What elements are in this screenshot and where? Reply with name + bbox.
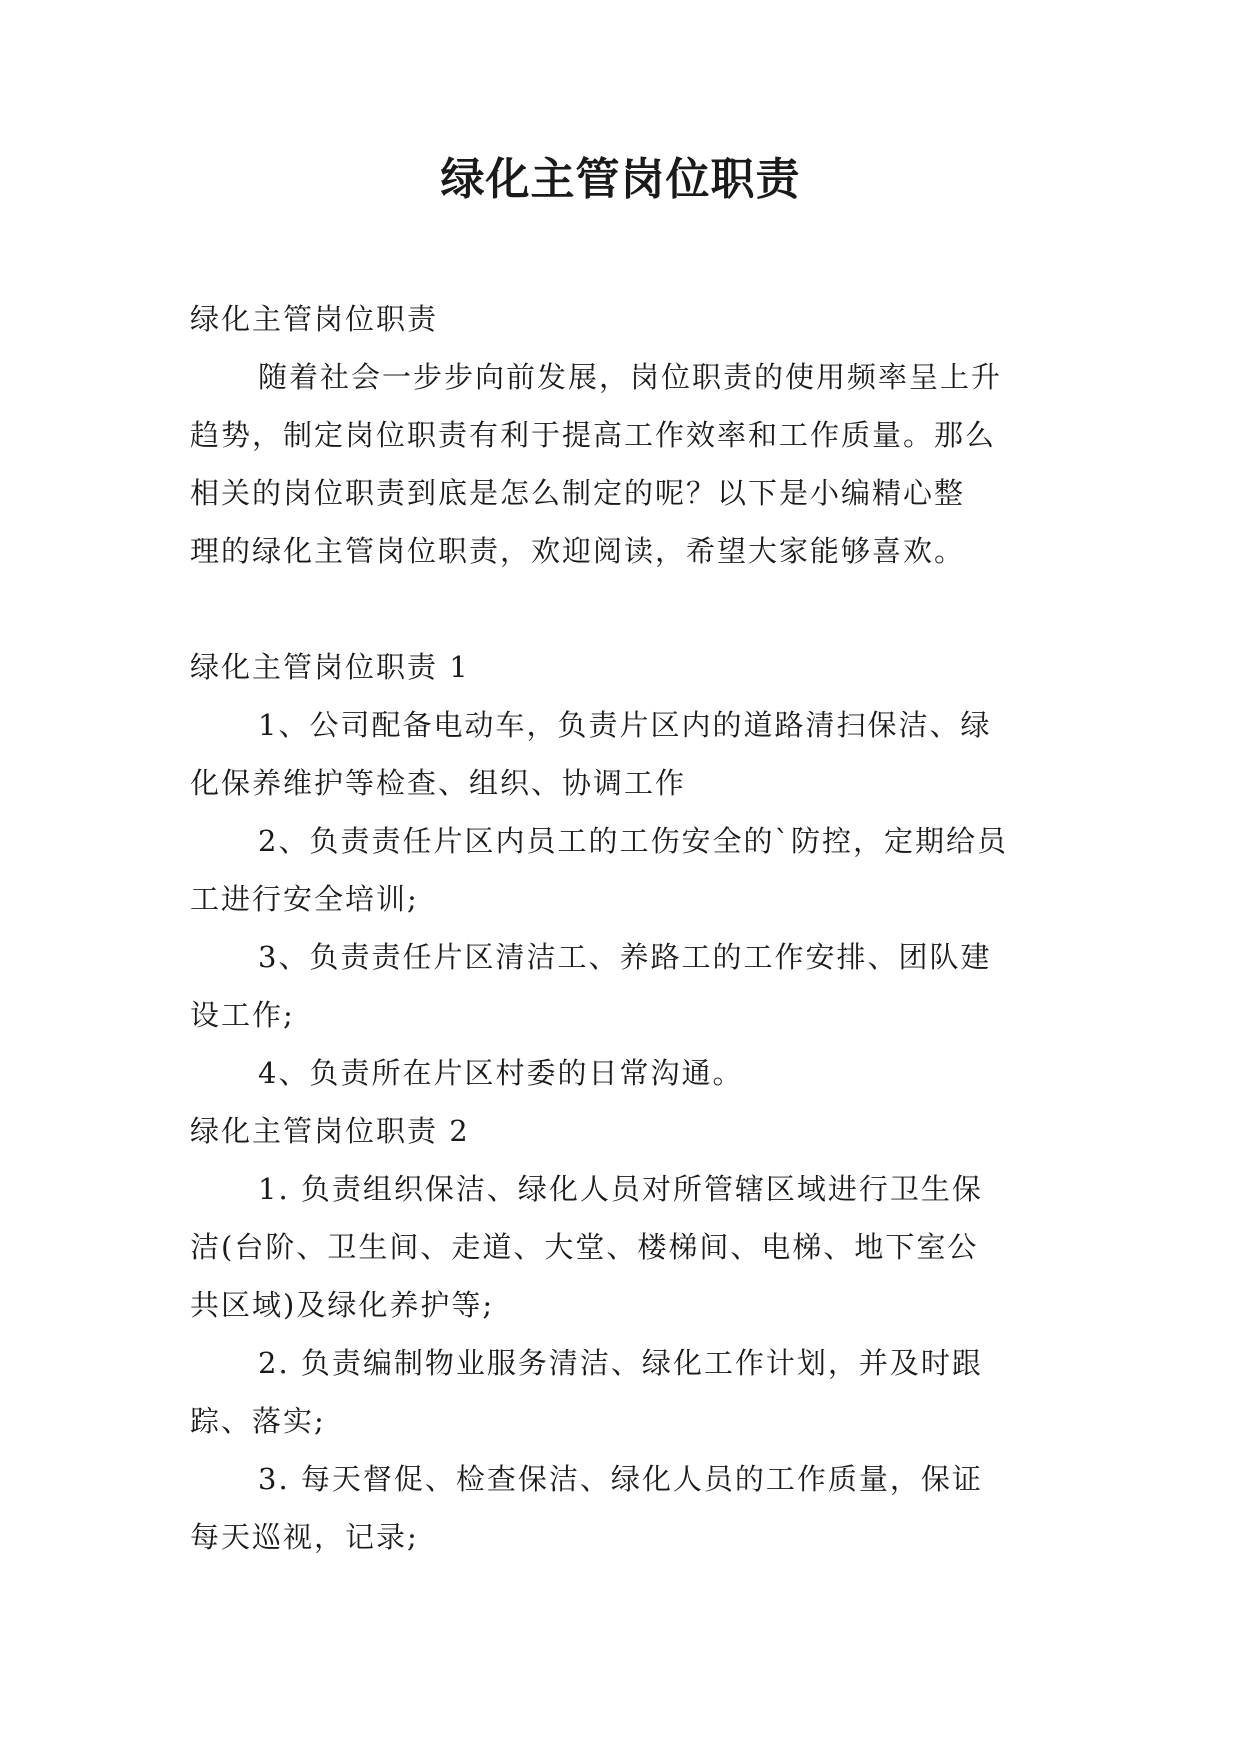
- list-item-line: 3、负责责任片区清洁工、养路工的工作安排、团队建: [258, 940, 992, 974]
- list-item: [190, 1334, 1060, 1450]
- intro-line: 理的绿化主管岗位职责，欢迎阅读，希望大家能够喜欢。: [190, 534, 966, 568]
- list-item-line: 每天巡视，记录;: [190, 1520, 419, 1554]
- list-item-line: 设工作;: [190, 998, 295, 1032]
- list-item-line: 共区域)及绿化养护等;: [190, 1288, 495, 1322]
- intro-line: 随着社会一步步向前发展，岗位职责的使用频率呈上升: [258, 360, 1003, 394]
- page-title: 绿化主管岗位职责: [440, 154, 801, 205]
- list-item-line: 3. 每天督促、检查保洁、绿化人员的工作质量，保证: [258, 1462, 983, 1496]
- section-heading: 绿化主管岗位职责 1: [190, 650, 470, 684]
- list-item: [190, 812, 1060, 928]
- list-item-line: 踪、落实;: [190, 1404, 326, 1438]
- list-item-line: 工进行安全培训;: [190, 882, 419, 916]
- list-item: [190, 928, 1060, 1044]
- list-item-line: 2、负责责任片区内员工的工伤安全的`防控，定期给员: [258, 824, 1008, 858]
- intro-line: 相关的岗位职责到底是怎么制定的呢？以下是小编精心整: [190, 476, 966, 510]
- list-item: [190, 1450, 1060, 1566]
- section-1: [190, 638, 1060, 1102]
- list-item: [190, 1044, 1060, 1102]
- list-item-line: 4、负责所在片区村委的日常沟通。: [258, 1056, 744, 1090]
- intro-paragraph: [190, 348, 1060, 580]
- paragraph-gap: [190, 580, 1060, 638]
- intro-line: 趋势，制定岗位职责有利于提高工作效率和工作质量。那么: [190, 418, 997, 452]
- list-item-line: 1. 负责组织保洁、绿化人员对所管辖区域进行卫生保: [258, 1172, 983, 1206]
- list-item-line: 洁(台阶、卫生间、走道、大堂、楼梯间、电梯、地下室公: [190, 1230, 979, 1264]
- list-item: [190, 696, 1060, 812]
- section-heading: 绿化主管岗位职责 2: [190, 1114, 470, 1148]
- list-item-line: 化保养维护等检查、组织、协调工作: [190, 766, 687, 800]
- list-item-line: 2. 负责编制物业服务清洁、绿化工作计划，并及时跟: [258, 1346, 983, 1380]
- section-2: [190, 1102, 1060, 1566]
- list-item-line: 1、公司配备电动车，负责片区内的道路清扫保洁、绿: [258, 708, 992, 742]
- subtitle: 绿化主管岗位职责: [190, 302, 439, 336]
- document-body: [190, 290, 1060, 1566]
- list-item: [190, 1160, 1060, 1334]
